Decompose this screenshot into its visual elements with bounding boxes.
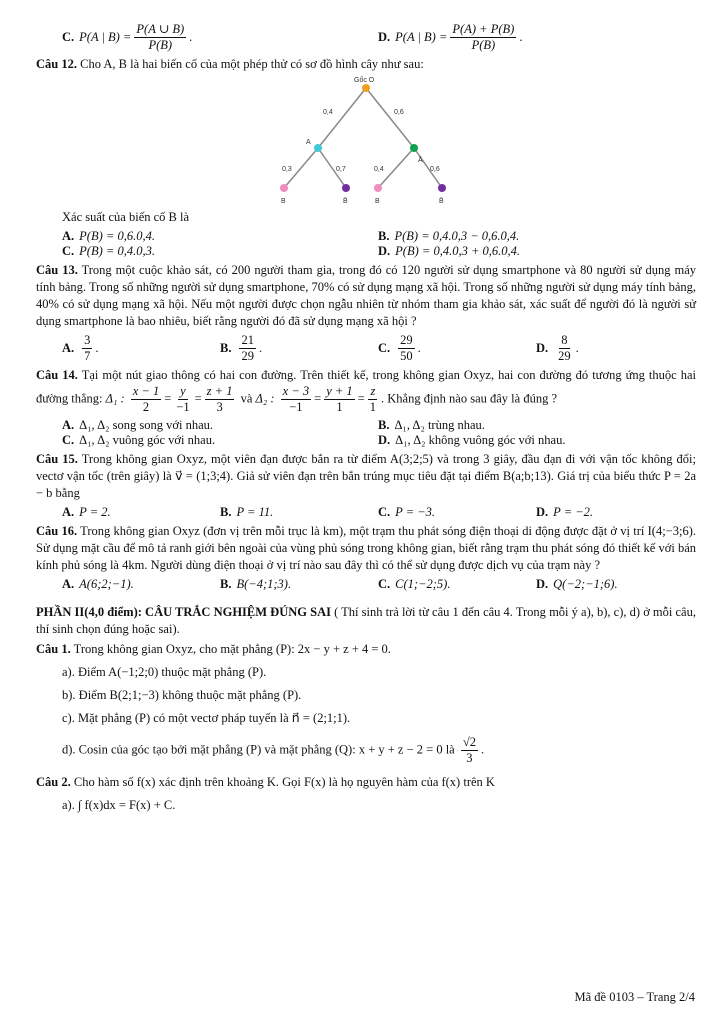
q16-option-d: D. Q(−2;−1;6).	[536, 577, 618, 591]
question-12: Câu 12. Cho A, B là hai biến cố của một phép thử có sơ đồ hình cây như sau:	[36, 57, 424, 71]
question-14: Câu 14. Tại một nút giao thông có hai con đường. Trên thiết kế, trong không gian Oxyz, hai con đường đó tương ứng thuộc hai đường thẳng: Δ₁ : $\frac{x - 1}{2}$ = $\frac{y}{-1}$ = $\frac{z + 1}{3}$ và Δ₂ : $\frac{x - 3}{-1}$ = $\frac{y + 1}{1}$ = $\frac{z}{1}$ . Khẳng định nào sau đây là đúng ?	[36, 368, 696, 414]
leaf-label: B	[281, 198, 286, 205]
q11-option-c: C. P(A | B) = $\frac{P(A \cup B)}{P(B)}$ .	[62, 22, 193, 52]
edge-label: 0,4	[374, 166, 384, 173]
page-footer: Mã đề 0103 – Trang 2/4	[574, 990, 695, 1004]
leaf-label: B̄	[439, 198, 444, 205]
edge-label: 0,7	[336, 166, 346, 173]
leaf-label: B	[375, 198, 380, 205]
probability-tree-diagram	[36, 76, 696, 206]
q13-option-c: C. $\frac{29}{50}$ .	[378, 333, 421, 363]
q15-options	[36, 505, 696, 520]
root-label: Gốc O	[354, 77, 375, 84]
leaf-label: B̄	[343, 198, 348, 205]
root-node	[362, 84, 370, 92]
q16-options	[36, 577, 696, 592]
p2q1-item-b: b). Điểm B(2;1;−3) không thuộc mặt phẳng (P).	[62, 688, 302, 702]
q14-option-b: B. Δ₁, Δ₂ trùng nhau.	[378, 418, 485, 432]
question-13: Câu 13. Trong một cuộc khảo sát, có 200 người tham gia, trong đó có 120 người sử dụng smartphone và 80 người sử dụng máy tính bảng. Trong số những người sử dụng smartphone, 70% có sử dụng mạng xã hội. Trong số những người sử dụng máy tính bảng, 40% có sử dụng mạng xã hội. Nếu một người được chọn ngẫu nhiên từ nhóm tham gia khảo sát, xác suất để người đó là người sử dụng smartphone là bao nhiêu, biết rằng người đó đã sử dụng mạng xã hội ?	[36, 263, 697, 328]
q13-option-a: A. $\frac{3}{7}$ .	[62, 333, 99, 363]
q12-options	[36, 229, 696, 259]
leaf-not-b-1	[342, 184, 350, 192]
edge-label: 0,3	[282, 166, 292, 173]
q15-option-a: A. P = 2.	[62, 505, 111, 519]
node-not-a	[410, 144, 418, 152]
leaf-b-1	[280, 184, 288, 192]
q12-prompt: Xác suất của biến cố B là	[62, 210, 190, 224]
q14-option-d: D. Δ₁, Δ₂ không vuông góc với nhau.	[378, 433, 566, 447]
exam-page	[36, 22, 696, 820]
question-16: Câu 16. Trong không gian Oxyz (đơn vị trên mỗi trục là km), một trạm thu phát sóng điện thoại di động được đặt ở vị trí I(4;−3;6). Sử dụng mặt cầu để mô tả ranh giới bên ngoài của vùng phủ sóng trong không gian, biết rằng trạm thu phát sóng đó thiết kế với bán kính phủ sóng là 4km. Người dùng điện thoại ở vị trí nào sau đây thì có thể sử dụng được dịch vụ của trạm này ?	[36, 524, 696, 572]
leaf-not-b-2	[438, 184, 446, 192]
q11-options	[36, 22, 696, 53]
tree-svg	[266, 76, 486, 206]
fraction: $\frac{P(A) + P(B)}{P(B)}$	[452, 22, 515, 52]
q11-option-d: D. P(A | B) = $\frac{P(A) + P(B)}{P(B)}$ .	[378, 22, 523, 52]
node-a	[314, 144, 322, 152]
q13-option-d: D. $\frac{8}{29}$ .	[536, 333, 579, 363]
q14-options	[36, 418, 696, 448]
q16-option-a: A. A(6;2;−1).	[62, 577, 134, 591]
edge-label: 0,6	[394, 109, 404, 116]
edge-label: 0,4	[323, 109, 333, 116]
q15-option-d: D. P = −2.	[536, 505, 594, 519]
p2q1-item-a: a). Điểm A(−1;2;0) thuộc mặt phẳng (P).	[62, 665, 267, 679]
edge-label: 0,6	[430, 166, 440, 173]
q12-option-c: C. P(B) = 0,4.0,3.	[62, 244, 155, 258]
q15-option-b: B. P = 11.	[220, 505, 274, 519]
part2-question-1: Câu 1. Trong không gian Oxyz, cho mặt phẳng (P): 2x − y + z + 4 = 0.	[36, 642, 391, 656]
q12-option-d: D. P(B) = 0,4.0,3 + 0,6.0,4.	[378, 244, 520, 258]
p2q2-item-a: a). ∫ f(x)dx = F(x) + C.	[62, 798, 176, 812]
q13-option-b: B. $\frac{21}{29}$ .	[220, 333, 263, 363]
q12-option-b: B. P(B) = 0,4.0,3 − 0,6.0,4.	[378, 229, 520, 243]
q16-option-c: C. C(1;−2;5).	[378, 577, 451, 591]
q15-option-c: C. P = −3.	[378, 505, 436, 519]
p2q1-item-d: d). Cosin của góc tạo bởi mặt phẳng (P) và mặt phẳng (Q): x + y + z − 2 = 0 là $\frac{√2}{3}$ .	[62, 735, 485, 765]
q12-option-a: A. P(B) = 0,6.0,4.	[62, 229, 155, 243]
q14-option-c: C. Δ₁, Δ₂ vuông góc với nhau.	[62, 433, 216, 447]
part2-heading: PHẦN II(4,0 điểm): CÂU TRẮC NGHIỆM ĐÚNG SAI ( Thí sinh trả lời từ câu 1 đến câu 4. Trong mỗi ý a), b), c), d) ở mỗi câu, thí sinh chọn đúng hoặc sai).	[36, 605, 696, 636]
leaf-b-2	[374, 184, 382, 192]
question-15: Câu 15. Trong không gian Oxyz, một viên đạn được bắn ra từ điểm A(3;2;5) và trong 3 giây, đầu đạn đi với vận tốc không đổi; vectơ vận tốc (trên giây) là v⃗ = (1;3;4). Giả sử viên đạn trên bắn trúng mục tiêu đặt tại điểm B(a;b;13). Giá trị của biểu thức P = 2a − b bằng	[36, 452, 696, 500]
q14-option-a: A. Δ₁, Δ₂ song song với nhau.	[62, 418, 213, 432]
p2q1-item-c: c). Mặt phẳng (P) có một vectơ pháp tuyến là n⃗ = (2;1;1).	[62, 711, 351, 725]
q13-options	[36, 333, 696, 364]
node-label: A	[306, 139, 311, 146]
fraction: $\frac{P(A \cup B)}{P(B)}$	[136, 22, 185, 52]
part2-question-2: Câu 2. Cho hàm số f(x) xác định trên khoảng K. Gọi F(x) là họ nguyên hàm của f(x) trên K	[36, 775, 495, 789]
q16-option-b: B. B(−4;1;3).	[220, 577, 292, 591]
node-label: Ā	[418, 157, 423, 164]
